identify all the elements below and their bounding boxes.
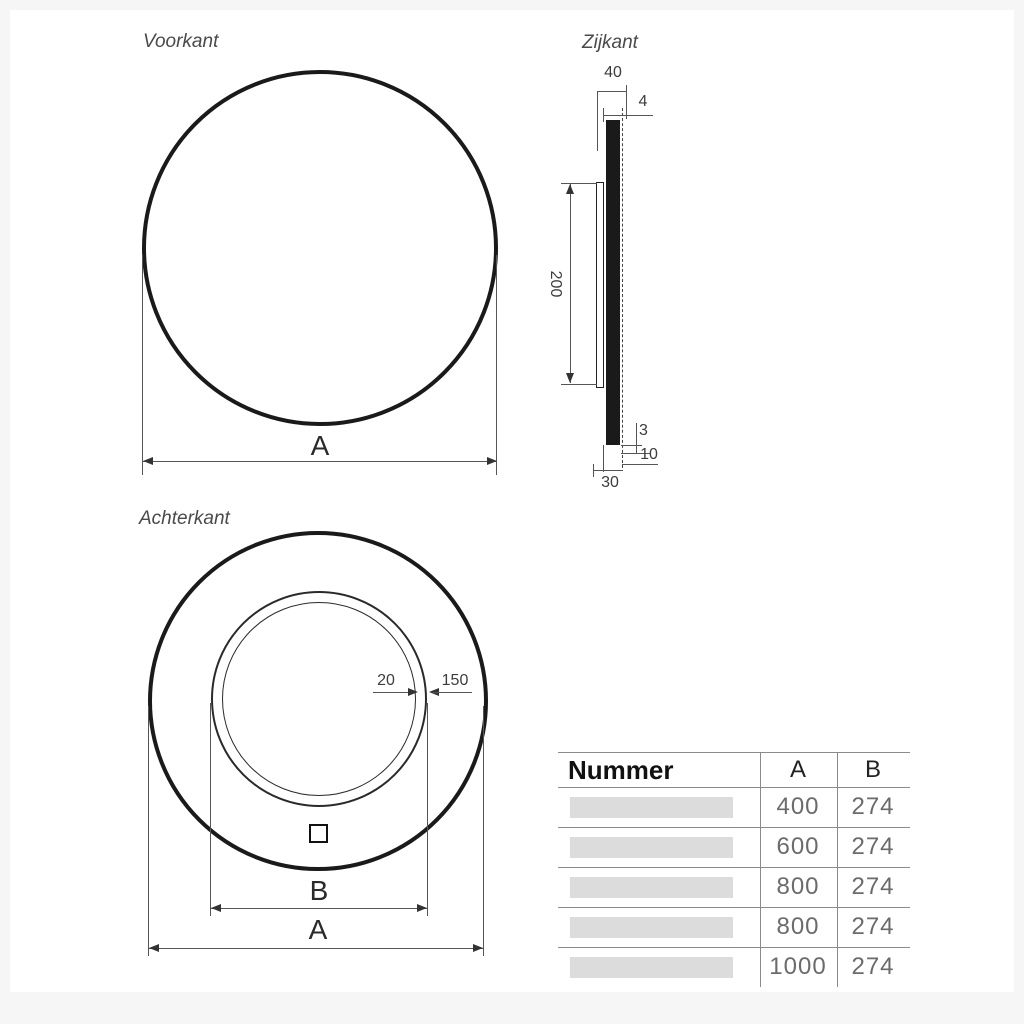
back-dim-20-arrow-icon xyxy=(408,688,418,696)
side-dim-30-label: 30 xyxy=(601,474,619,491)
front-dim-a-extension-left xyxy=(142,255,143,475)
side-dim-3-tick-top xyxy=(621,445,642,446)
side-dim-200-label: 200 xyxy=(547,270,564,298)
back-dim-a-label: A xyxy=(308,914,328,945)
back-dim-a-arrow-right-icon xyxy=(473,944,483,952)
table-row-nummer-placeholder xyxy=(570,957,733,978)
table-header-a: A xyxy=(789,756,807,783)
side-dim-4-tick xyxy=(603,108,604,122)
front-view-label: Voorkant xyxy=(143,31,219,52)
side-mount-bracket xyxy=(596,182,604,388)
table-header-nummer: Nummer xyxy=(568,755,674,785)
table-column-divider-b xyxy=(837,752,838,987)
front-dim-a-arrow-left-icon xyxy=(143,457,153,465)
side-dim-10-label: 10 xyxy=(640,446,658,463)
table-column-divider-a xyxy=(760,752,761,987)
back-dim-b-line xyxy=(210,908,427,909)
back-dim-b-extension-left xyxy=(210,703,211,916)
table-cell-b: 274 xyxy=(851,793,895,820)
side-dim-40-label: 40 xyxy=(604,64,622,81)
table-row-separator xyxy=(558,947,910,948)
table-border-top xyxy=(558,752,910,753)
table-row-nummer-placeholder xyxy=(570,797,733,818)
side-dim-200-arrow-up-icon xyxy=(566,184,574,194)
side-dim-200-arrow-down-icon xyxy=(566,373,574,383)
front-dim-a-label: A xyxy=(310,430,330,461)
table-row-separator xyxy=(558,827,910,828)
side-dim-200-line xyxy=(570,184,571,383)
back-dim-a-arrow-left-icon xyxy=(149,944,159,952)
table-cell-a: 1000 xyxy=(769,953,827,980)
table-row-nummer-placeholder xyxy=(570,837,733,858)
front-dim-a-extension-right xyxy=(496,255,497,475)
back-view-label: Achterkant xyxy=(139,508,230,529)
table-cell-a: 600 xyxy=(776,833,820,860)
table-row-separator xyxy=(558,867,910,868)
back-dim-b-label: B xyxy=(309,875,329,906)
table-row-nummer-placeholder xyxy=(570,877,733,898)
table-cell-b: 274 xyxy=(851,953,895,980)
back-dim-20-line xyxy=(373,692,413,693)
back-dim-a-extension-left xyxy=(148,706,149,956)
side-dim-3-label: 3 xyxy=(639,422,648,439)
side-dim-40-extension-right xyxy=(626,85,627,119)
side-dim-30-extension-left xyxy=(603,445,604,472)
table-cell-a: 400 xyxy=(776,793,820,820)
table-cell-b: 274 xyxy=(851,833,895,860)
back-led-ring-inner-circle xyxy=(222,602,416,796)
table-cell-b: 274 xyxy=(851,873,895,900)
side-dim-40-line xyxy=(597,91,627,92)
table-cell-a: 800 xyxy=(776,913,820,940)
side-view-label: Zijkant xyxy=(582,32,638,53)
side-dim-200-tick-top xyxy=(561,183,597,184)
side-dim-30-line xyxy=(593,470,623,471)
front-dim-a-arrow-right-icon xyxy=(487,457,497,465)
back-dim-a-line xyxy=(148,948,483,949)
back-junction-box xyxy=(309,824,328,843)
side-dim-200-tick-bottom xyxy=(561,384,597,385)
side-dim-3-extension xyxy=(636,423,637,453)
front-mirror-circle xyxy=(142,70,498,426)
side-dim-4-label: 4 xyxy=(638,93,648,110)
side-dim-40-extension-left xyxy=(597,91,598,151)
table-header-separator xyxy=(558,787,910,788)
table-cell-a: 800 xyxy=(776,873,820,900)
table-row-nummer-placeholder xyxy=(570,917,733,938)
back-dim-b-arrow-right-icon xyxy=(417,904,427,912)
back-dim-b-arrow-left-icon xyxy=(211,904,221,912)
side-dim-4-line xyxy=(603,115,653,116)
back-dim-b-extension-right xyxy=(427,703,428,916)
back-dim-a-extension-right xyxy=(483,706,484,956)
side-dim-30-tick-left xyxy=(593,464,594,477)
side-mirror-glass-bar xyxy=(606,120,620,445)
side-centerline xyxy=(622,108,623,468)
table-row-separator xyxy=(558,907,910,908)
back-dim-150-label: 150 xyxy=(441,672,469,689)
back-dim-150-line xyxy=(433,692,472,693)
table-header-b: B xyxy=(864,756,882,783)
side-dim-10-line xyxy=(622,464,658,465)
back-dim-20-label: 20 xyxy=(377,672,395,689)
table-cell-b: 274 xyxy=(851,913,895,940)
